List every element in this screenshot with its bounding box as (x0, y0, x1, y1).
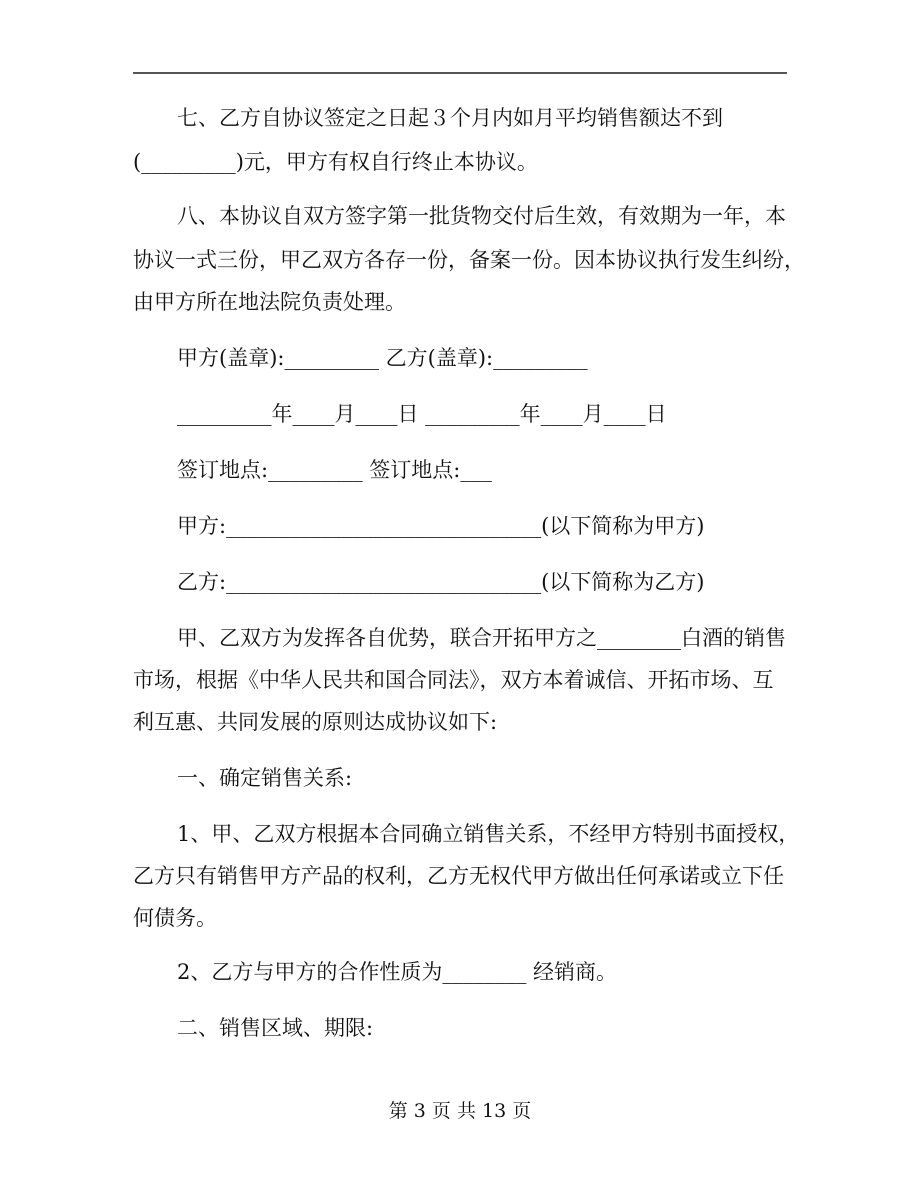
clause-1: 乙方只有销售甲方产品的权利，乙方无权代甲方做出任何承诺或立下任 (133, 864, 784, 888)
signing-place-line: 签订地点:_________ 签订地点:___ (177, 458, 492, 482)
paragraph-8: 八、本协议自双方签字第一批货物交付后生效，有效期为一年，本 (177, 204, 786, 228)
paragraph-7: 七、乙方自协议签定之日起３个月内如月平均销售额达不到 (177, 106, 723, 130)
seal-line: 甲方(盖章):_________ 乙方(盖章):_________ (177, 346, 588, 370)
party-a-line: 甲方:______________________________(以下简称为甲方) (177, 514, 705, 538)
clause-2: 2、乙方与甲方的合作性质为________ 经销商。 (177, 960, 618, 984)
intro-paragraph: 甲、乙双方为发挥各自优势，联合开拓甲方之________白酒的销售 (177, 626, 786, 650)
paragraph-8: 由甲方所在地法院负责处理。 (133, 290, 406, 314)
intro-paragraph: 市场，根据《中华人民共和国合同法》，双方本着诚信、开拓市场、互 (133, 668, 774, 692)
page-number: 第 3 页 共 13 页 (388, 1100, 532, 1122)
party-b-line: 乙方:______________________________(以下简称为乙方) (177, 570, 705, 594)
section-heading: 二、销售区域、期限: (177, 1016, 374, 1040)
section-heading: 一、确定销售关系: (177, 766, 353, 790)
paragraph-8: 协议一式三份，甲乙双方各存一份，备案一份。因本协议执行发生纠纷， (133, 248, 805, 272)
date-line: _________年____月____日 _________年____月____日 (177, 402, 667, 426)
clause-1: 何债务。 (133, 906, 217, 930)
header-rule (133, 72, 787, 74)
intro-paragraph: 利互惠、共同发展的原则达成协议如下: (133, 710, 498, 734)
clause-1: 1、甲、乙双方根据本合同确立销售关系，不经甲方特别书面授权， (177, 822, 800, 846)
paragraph-7: (_________)元，甲方有权自行终止本协议。 (133, 150, 538, 174)
